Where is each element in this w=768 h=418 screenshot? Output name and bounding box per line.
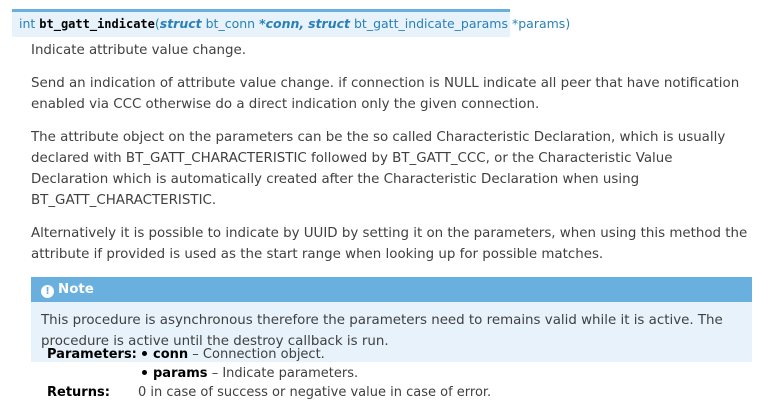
function-description [31,40,751,362]
param2-name: *params [511,16,566,31]
note-title-bar [31,277,752,302]
param-desc: – Connection object. [192,347,325,362]
bullet-icon [142,370,147,375]
open-paren: ( [154,16,160,31]
paragraph-send-indication: Send an indication of attribute value change. if connection is NULL indicate all peer that have notification enabled via CCC otherwise do a direct indication only the given connection. [31,76,740,112]
param-item-conn [142,345,325,364]
paragraph-attribute-object: The attribute object on the parameters can be the so called Characteristic Declaration, which is usually declared with BT_GATT_CHARACTERISTIC followed by BT_GATT_CCC, or the Characteristic Value Declaration which is automatically created after the Characteristic Declaration when using BT_GATT_CHARACTERISTIC. [31,130,726,208]
note-admonition [31,277,752,362]
param2-type[interactable]: bt_gatt_indicate_params [354,16,508,31]
returns-text: 0 in case of success or negative value in case of error. [138,385,492,400]
returns-label: Returns: [47,385,110,400]
param-item-params [142,364,358,383]
note-text: This procedure is asynchronous therefore the parameters need to remains valid while it is active. The procedure is active until the destroy callback is run. [41,313,723,349]
brief-description: Indicate attribute value change. [31,43,247,58]
param2-keyword: struct [308,16,351,31]
paragraph-uuid: Alternatively it is possible to indicate by UUID by setting it on the parameters, when using this method the attribute if provided is used as the start range when looking up for possible matches. [31,226,748,262]
param-name: conn [153,347,189,362]
function-signature [12,9,571,37]
param-desc: – Indicate parameters. [211,366,359,381]
return-type: int [19,16,36,31]
param1-keyword: struct [159,16,202,31]
bullet-icon [142,351,147,356]
parameters-label: Parameters: [47,347,137,362]
param1-type[interactable]: bt_conn [205,16,256,31]
param-name: params [153,366,208,381]
info-icon: ! [41,285,54,298]
note-title: Note [58,282,94,297]
function-name: bt_gatt_indicate [39,17,155,31]
close-paren: ) [565,16,571,31]
param1-name: *conn, [259,16,305,31]
